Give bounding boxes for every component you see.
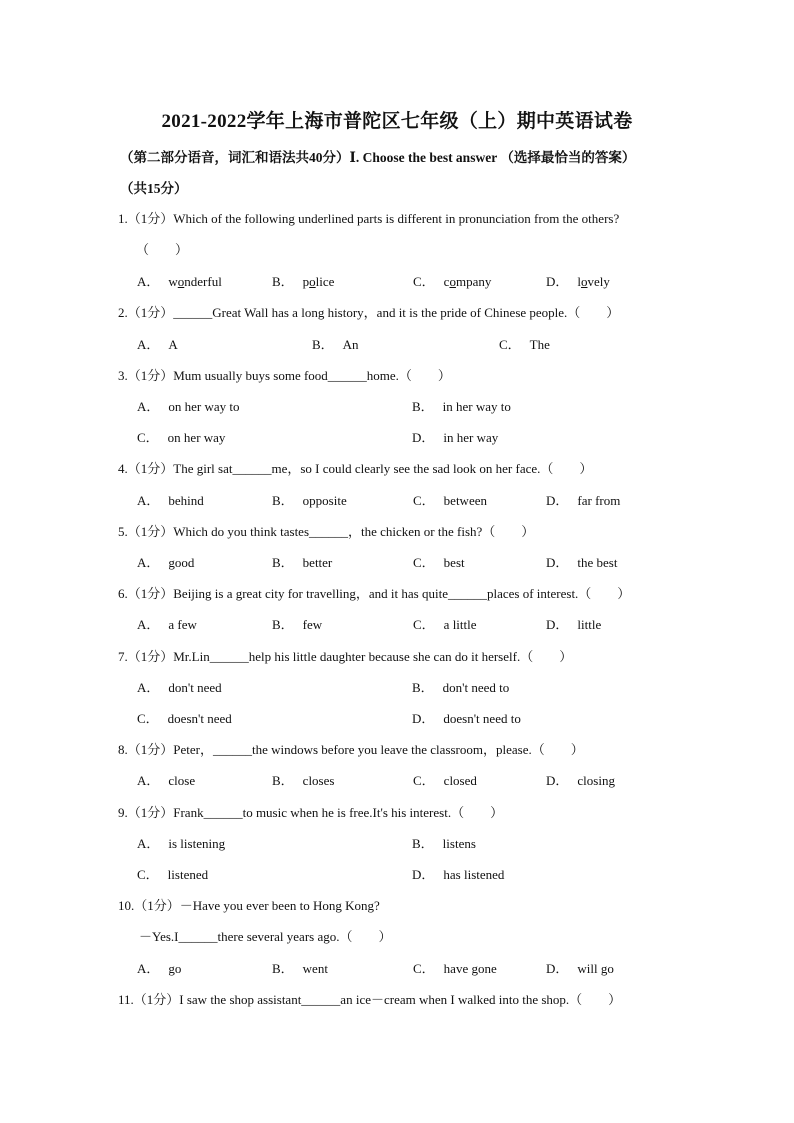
question-8-option-a[interactable]: A． close — [137, 773, 196, 788]
question-3-option-b[interactable]: B． in her way to — [412, 399, 511, 414]
underlined-letter: o — [581, 274, 588, 289]
question-9-option-c[interactable]: C． listened — [137, 867, 209, 882]
question-6-stem: 6.（1分）Beijing is a great city for travelling，and it has quite______places of interest.（ ） — [118, 586, 631, 601]
question-6-option-c[interactable]: C． a little — [413, 617, 477, 632]
question-7-option-a[interactable]: A． don't need — [137, 680, 222, 695]
question-1-answer-blank: （ ） — [136, 242, 189, 257]
question-6-option-a[interactable]: A． a few — [137, 617, 197, 632]
question-8-stem: 8.（1分）Peter，______the windows before you leave the classroom，please.（ ） — [118, 742, 584, 757]
section-heading: （第二部分语音，词汇和语法共40分）Ⅰ. Choose the best answer （选择最恰当的答案） — [120, 150, 636, 165]
question-3-option-a[interactable]: A． on her way to — [137, 399, 240, 414]
question-4-option-c[interactable]: C． between — [413, 493, 487, 508]
question-8-option-c[interactable]: C． closed — [413, 773, 477, 788]
question-9-option-a[interactable]: A． is listening — [137, 836, 226, 851]
question-4-option-d[interactable]: D． far from — [546, 493, 621, 508]
question-3-option-d[interactable]: D． in her way — [412, 430, 499, 445]
question-7-option-d[interactable]: D． doesn't need to — [412, 711, 521, 726]
exam-title: 2021-2022学年上海市普陀区七年级（上）期中英语试卷 — [161, 111, 633, 132]
section-score: （共15分） — [120, 181, 188, 196]
question-7-stem: 7.（1分）Mr.Lin______help his little daughter because she can do it herself.（ ） — [118, 649, 573, 664]
question-5-stem: 5.（1分）Which do you think tastes______，the chicken or the fish?（ ） — [118, 524, 535, 539]
question-3-option-c[interactable]: C． on her way — [137, 430, 226, 445]
question-10-stem: 10.（1分）－Have you ever been to Hong Kong? — [118, 898, 380, 913]
question-11-stem: 11.（1分）I saw the shop assistant______an ice－cream when I walked into the shop.（ ） — [118, 992, 622, 1007]
question-9-option-b[interactable]: B． listens — [412, 836, 476, 851]
question-6-option-d[interactable]: D． little — [546, 617, 602, 632]
question-4-option-b[interactable]: B． opposite — [272, 493, 347, 508]
question-10-option-d[interactable]: D． will go — [546, 961, 614, 976]
question-7-option-b[interactable]: B． don't need to — [412, 680, 510, 695]
question-8-option-d[interactable]: D． closing — [546, 773, 615, 788]
question-1-option-c[interactable]: C． company — [413, 274, 492, 289]
question-9-option-d[interactable]: D． has listened — [412, 867, 505, 882]
question-7-option-c[interactable]: C． doesn't need — [137, 711, 232, 726]
question-1-option-b[interactable]: B． police — [272, 274, 335, 289]
question-1-option-d[interactable]: D． lovely — [546, 274, 610, 289]
underlined-letter: o — [449, 274, 456, 289]
question-3-stem: 3.（1分）Mum usually buys some food______home.（ ） — [118, 368, 451, 383]
question-10-option-a[interactable]: A． go — [137, 961, 182, 976]
question-10-option-b[interactable]: B． went — [272, 961, 328, 976]
question-2-option-a[interactable]: A． A — [137, 337, 178, 352]
underlined-letter: o — [177, 274, 185, 289]
question-6-option-b[interactable]: B． few — [272, 617, 323, 632]
question-2-option-b[interactable]: B． An — [312, 337, 359, 352]
question-2-option-c[interactable]: C． The — [499, 337, 550, 352]
question-9-stem: 9.（1分）Frank______to music when he is free.It's his interest.（ ） — [118, 805, 504, 820]
question-5-option-c[interactable]: C． best — [413, 555, 465, 570]
question-4-stem: 4.（1分）The girl sat______me，so I could clearly see the sad look on her face.（ ） — [118, 461, 593, 476]
question-10-option-c[interactable]: C． have gone — [413, 961, 497, 976]
question-5-option-a[interactable]: A． good — [137, 555, 195, 570]
question-5-option-d[interactable]: D． the best — [546, 555, 618, 570]
question-8-option-b[interactable]: B． closes — [272, 773, 335, 788]
question-4-option-a[interactable]: A． behind — [137, 493, 204, 508]
question-10-reply: －Yes.I______there several years ago.（ ） — [139, 929, 392, 944]
underlined-letter: o — [309, 274, 316, 289]
question-5-option-b[interactable]: B． better — [272, 555, 333, 570]
question-1-stem: 1.（1分）Which of the following underlined parts is different in pronunciation from the others? — [118, 211, 620, 226]
question-1-option-a[interactable]: A． wonderful — [137, 274, 222, 289]
question-2-stem: 2.（1分）______Great Wall has a long history，and it is the pride of Chinese people.（ ） — [118, 305, 620, 320]
